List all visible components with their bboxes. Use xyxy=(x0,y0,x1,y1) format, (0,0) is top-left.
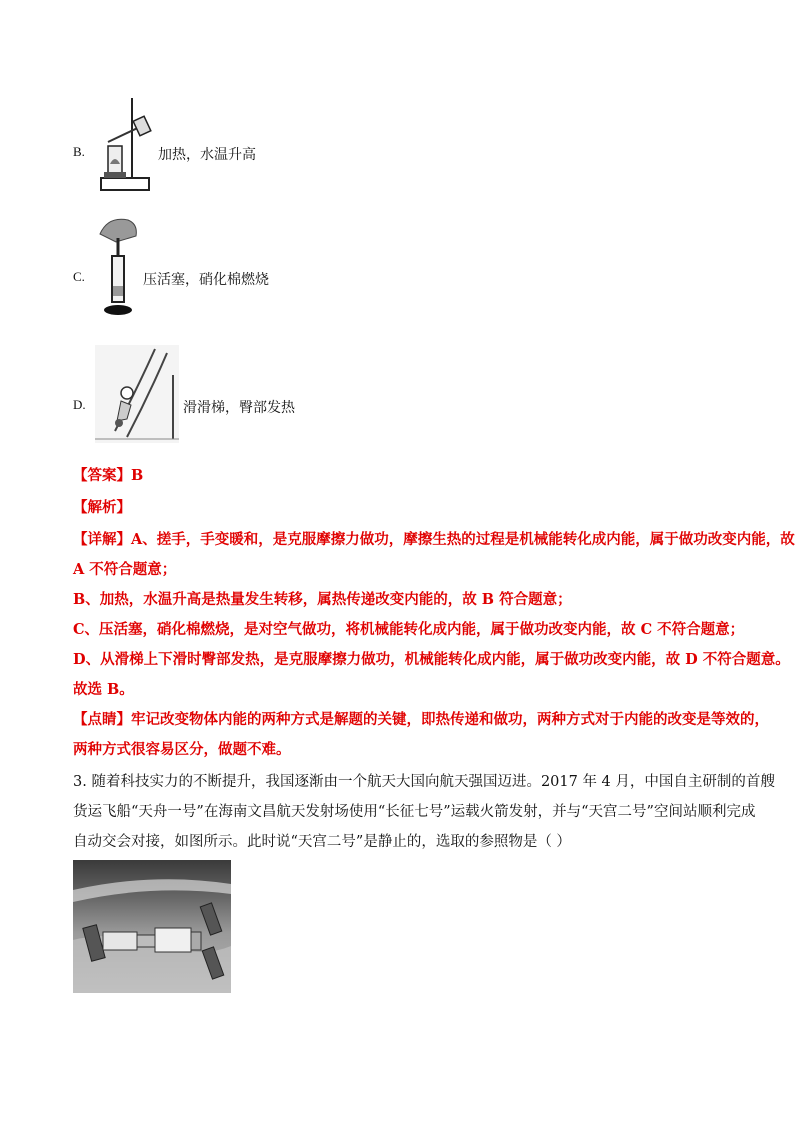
answer-line: 【答案】B xyxy=(73,467,144,484)
detail-line: A 不符合题意； xyxy=(73,561,177,578)
detail-line: C、压活塞，硝化棉燃烧，是对空气做功，将机械能转化成内能，属于做功改变内能，故 C 不符合题意； xyxy=(73,621,745,638)
option-d-text: 滑滑梯，臀部发热 xyxy=(183,400,295,416)
question-line: 货运飞船“天舟一号”在海南文昌航天发射场使用“长征七号”运载火箭发射，并与“天宫二号”空间站顺利完成 xyxy=(73,804,756,820)
option-c-text: 压活塞，硝化棉燃烧 xyxy=(143,272,269,288)
analysis-label: 【解析】 xyxy=(73,499,131,516)
detail-line: B、加热，水温升高是热量发生转移，属热传递改变内能的，故 B 符合题意； xyxy=(73,591,572,608)
detail-line: D、从滑梯上下滑时臀部发热，是克服摩擦力做功，机械能转化成内能，属于做功改变内能，故 D 不符合题意。 xyxy=(73,651,790,668)
detail-line: 故选 B。 xyxy=(73,681,134,698)
comment-line: 【点睛】牢记改变物体内能的两种方式是解题的关键，即热传递和做功，两种方式对于内能的改变是等效的， xyxy=(73,711,769,728)
piston-cylinder-figure xyxy=(98,214,140,318)
option-b-text: 加热，水温升高 xyxy=(158,147,256,163)
slide-figure xyxy=(95,345,179,443)
comment-line: 两种方式很容易区分，做题不难。 xyxy=(73,741,291,758)
question-line: 3. 随着科技实力的不断提升，我国逐渐由一个航天大国向航天强国迈进。2017 年 4 月，中国自主研制的首艘 xyxy=(73,774,775,790)
option-d-letter: D. xyxy=(73,397,86,412)
heating-apparatus-figure xyxy=(98,96,154,194)
spacecraft-docking-figure xyxy=(73,860,231,993)
option-b-letter: B. xyxy=(73,144,85,159)
detail-line: 【详解】A、搓手，手变暖和，是克服摩擦力做功，摩擦生热的过程是机械能转化成内能，属于做功改变内能，故 xyxy=(73,531,795,548)
question-line: 自动交会对接，如图所示。此时说“天宫二号”是静止的，选取的参照物是（ ） xyxy=(73,834,571,850)
option-c-letter: C. xyxy=(73,269,85,284)
